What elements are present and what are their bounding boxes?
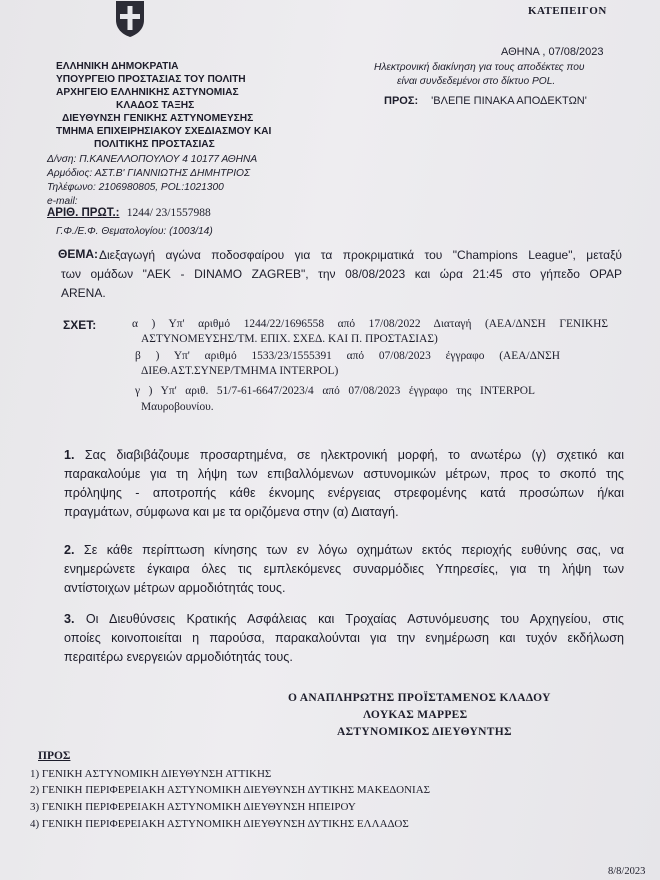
phone-line: Τηλέφωνο: 2106980805, POL:1021300: [47, 182, 224, 193]
recipient-item: 2) ΓΕΝΙΚΗ ΠΕΡΙΦΕΡΕΙΑΚΗ ΑΣΤΥΝΟΜΙΚΗ ΔΙΕΥΘΥΝΣΗ ΔΥΤΙΚΗΣ ΜΑΚΕΔΟΝΙΑΣ: [30, 784, 431, 796]
paragraph-3-number: 3.: [64, 612, 75, 626]
header-line: ΕΛΛΗΝΙΚΗ ΔΗΜΟΚΡΑΤΙΑ: [56, 61, 179, 72]
file-reference: Γ.Φ./Ε.Φ. Θεματολογίου: (1003/14): [56, 226, 213, 237]
reference-item: γ ) Υπ' αριθ. 51/7-61-6647/2023/4 από 07/08/2023 έγγραφο της INTERPOL: [135, 385, 535, 397]
paragraph-3-line: περαιτέρω ενεργειών αρμοδιότητάς τους.: [64, 650, 293, 664]
paragraph-2-line: αντίστοιχων μέτρων αρμοδιότητάς τους.: [64, 581, 286, 595]
recipients-label: ΠΡΟΣ: [38, 750, 71, 762]
to-line: [384, 95, 587, 107]
address-line: Δ/νση: Π.ΚΑΝΕΛΛΟΠΟΥΛΟΥ 4 10177 ΑΘΗΝΑ: [47, 154, 258, 165]
paragraph-1-line: πραγμάτων, σύμφωνα και με τα οριζόμενα στην (α) Διαταγή.: [64, 505, 399, 519]
paragraph-1-line: παρακαλούμε για τη λήψη των επιβαλλόμενων αστυνομικών μέτρων, προς το σκοπό της: [64, 467, 624, 481]
paragraph-2-text: Σε κάθε περίπτωση κίνησης των εν λόγω οχημάτων εκτός περιοχής ευθύνης σας, να: [83, 543, 625, 557]
subject-line: Διεξαγωγή αγώνα ποδοσφαίρου για τα προκριματικά του "Champions League", μεταξύ: [99, 248, 622, 262]
paragraph-2-line: ενημερώνετε έγκαιρα όλες τις εμπλεκόμενες συναρμόδιες Υπηρεσίες, για τη λήψη των: [64, 562, 624, 576]
header-line: ΚΛΑΔΟΣ ΤΑΞΗΣ: [116, 100, 195, 111]
greek-coat-of-arms-icon: [110, 0, 150, 38]
paragraph-1-line: πρόληψης - αποτροπής κάθε έκνομης ενέργειας στρεφομένης κατά προσώπων ή/και: [64, 486, 624, 500]
protocol-line: [47, 207, 211, 219]
header-line: ΠΟΛΙΤΙΚΗΣ ΠΡΟΣΤΑΣΙΑΣ: [94, 139, 215, 150]
subject-label: ΘΕΜΑ:: [58, 247, 98, 261]
paragraph-3-text: Οι Διευθύνσεις Κρατικής Ασφάλειας και Τροχαίας Αστυνόμευσης του Αρχηγείου, στις: [85, 612, 624, 626]
paragraph-1-text: Σας διαβιβάζουμε προσαρτημένα, σε ηλεκτρονική μορφή, το ανωτέρω (γ) σχετικό και: [84, 448, 625, 462]
footer-date: 8/8/2023: [608, 866, 646, 877]
to-label: ΠΡΟΣ:: [384, 95, 419, 107]
subject-line: των ομάδων "ΑΕΚ - DINAMO ZAGREB", την 08/08/2023 και ώρα 21:45 στο γήπεδο OPAP: [61, 267, 622, 281]
subject-line: ARENA.: [61, 286, 106, 300]
reference-item: ΑΣΤΥΝΟΜΕΥΣΗΣ/ΤΜ. ΕΠΙΧ. ΣΧΕΔ. ΚΑΙ Π. ΠΡΟΣΤΑΣΙΑΣ): [141, 333, 438, 345]
to-value: 'ΒΛΕΠΕ ΠΙΝΑΚΑ ΑΠΟΔΕΚΤΩΝ': [431, 95, 587, 107]
references-label: ΣΧΕΤ:: [63, 318, 97, 332]
paragraph-2-number: 2.: [64, 543, 75, 557]
distribution-note-line: είναι συνδεδεμένοι στο δίκτυο POL.: [397, 76, 556, 87]
protocol-label: ΑΡΙΘ. ΠΡΩΤ.:: [47, 207, 120, 219]
recipient-item: 1) ΓΕΝΙΚΗ ΑΣΤΥΝΟΜΙΚΗ ΔΙΕΥΘΥΝΣΗ ΑΤΤΙΚΗΣ: [30, 768, 272, 780]
paragraph-3-line: οποίες κοινοποιείται η παρούσα, παρακαλούνται για την ενημέρωση και τυχόν εκδήλωση: [64, 631, 624, 645]
paragraph-1-number: 1.: [64, 448, 75, 462]
signature-name: ΛΟΥΚΑΣ ΜΑΡΡΕΣ: [363, 709, 468, 721]
distribution-note-line: Ηλεκτρονική διακίνηση για τους αποδέκτες που: [374, 62, 585, 73]
reference-item: α ) Υπ' αριθμό 1244/22/1696558 από 17/08/2022 Διαταγή (ΑΕΑ/ΔΝΣΗ ΓΕΝΙΚΗΣ: [132, 318, 608, 330]
reference-item: Μαυροβουνίου.: [141, 401, 214, 413]
official-line: Αρμόδιος: ΑΣΤ.Β' ΓΙΑΝΝΙΩΤΗΣ ΔΗΜΗΤΡΙΟΣ: [47, 168, 251, 179]
header-line: ΥΠΟΥΡΓΕΙΟ ΠΡΟΣΤΑΣΙΑΣ ΤΟΥ ΠΟΛΙΤΗ: [56, 74, 246, 85]
reference-item: ΔΙΕΘ.ΑΣΤ.ΣΥΝΕΡ/ΤΜΗΜΑ INTERPOL): [141, 365, 339, 377]
reference-item: β ) Υπ' αριθμό 1533/23/1555391 από 07/08/2023 έγγραφο (ΑΕΑ/ΔΝΣΗ: [135, 350, 560, 362]
date-line: ΑΘΗΝΑ , 07/08/2023: [501, 46, 604, 58]
paragraph-1-line: [64, 446, 624, 465]
urgent-stamp: ΚΑΤΕΠΕΙΓΟΝ: [528, 5, 607, 17]
header-line: ΑΡΧΗΓΕΙΟ ΕΛΛΗΝΙΚΗΣ ΑΣΤΥΝΟΜΙΑΣ: [56, 87, 239, 98]
email-line: e-mail:: [47, 196, 78, 207]
signature-rank: ΑΣΤΥΝΟΜΙΚΟΣ ΔΙΕΥΘΥΝΤΗΣ: [337, 726, 512, 738]
protocol-number: 1244/ 23/1557988: [126, 207, 211, 219]
signature-title: Ο ΑΝΑΠΛΗΡΩΤΗΣ ΠΡΟΪΣΤΑΜΕΝΟΣ ΚΛΑΔΟΥ: [288, 692, 551, 704]
header-line: ΔΙΕΥΘΥΝΣΗ ΓΕΝΙΚΗΣ ΑΣΤΥΝΟΜΕΥΣΗΣ: [62, 113, 254, 124]
paragraph-3-line: [64, 610, 624, 629]
header-line: ΤΜΗΜΑ ΕΠΙΧΕΙΡΗΣΙΑΚΟΥ ΣΧΕΔΙΑΣΜΟΥ ΚΑΙ: [56, 126, 272, 137]
recipient-item: 3) ΓΕΝΙΚΗ ΠΕΡΙΦΕΡΕΙΑΚΗ ΑΣΤΥΝΟΜΙΚΗ ΔΙΕΥΘΥΝΣΗ ΗΠΕΙΡΟΥ: [30, 801, 356, 813]
paragraph-2-line: [64, 541, 624, 560]
recipient-item: 4) ΓΕΝΙΚΗ ΠΕΡΙΦΕΡΕΙΑΚΗ ΑΣΤΥΝΟΜΙΚΗ ΔΙΕΥΘΥΝΣΗ ΔΥΤΙΚΗΣ ΕΛΛΑΔΟΣ: [30, 818, 409, 830]
